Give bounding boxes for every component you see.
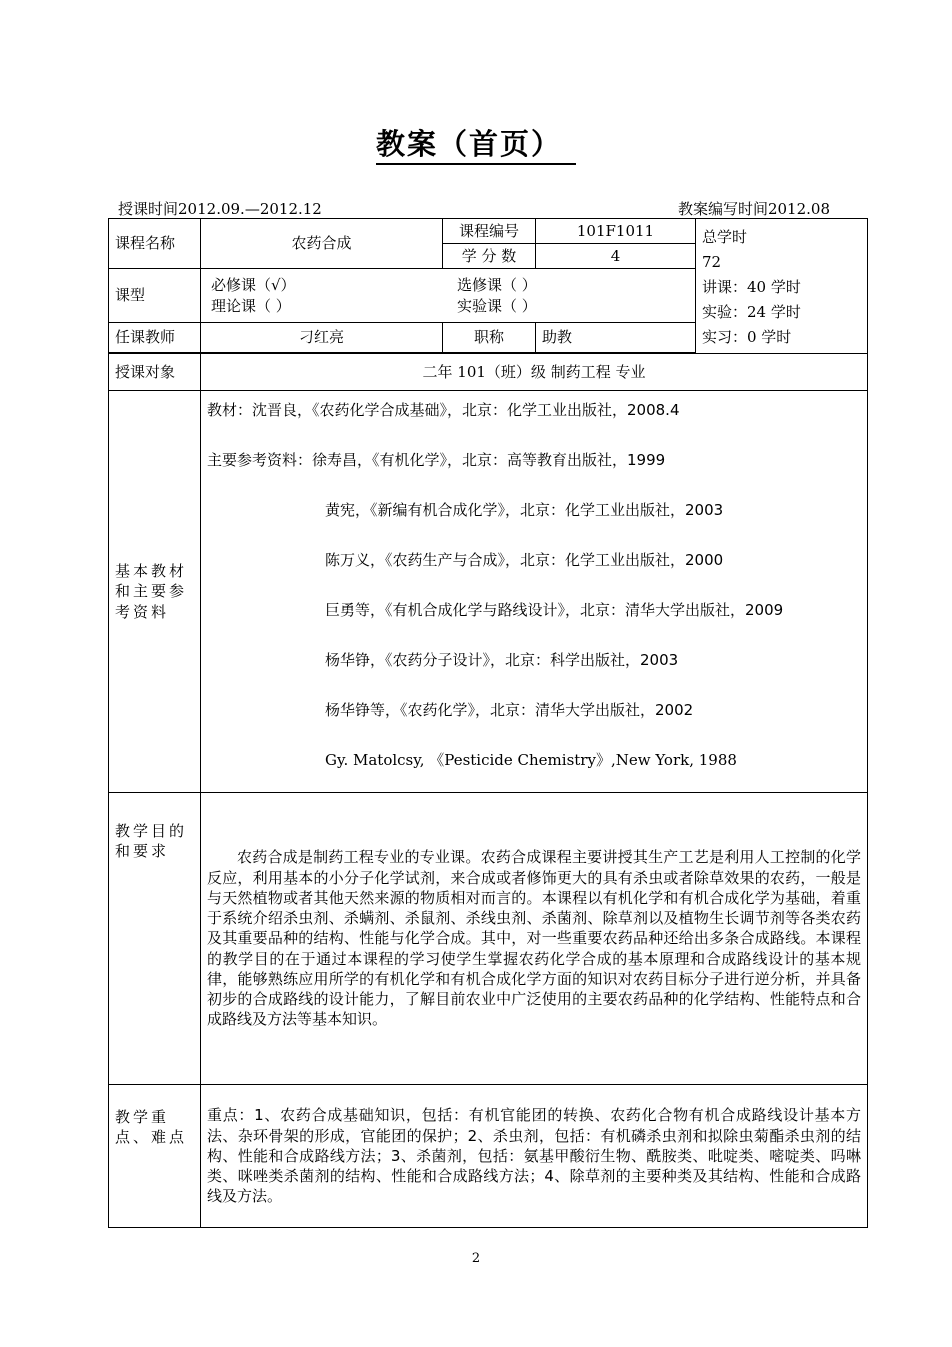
key-points-label: 教学重点、难点 [109,1085,201,1228]
write-time-label: 教案编写时间 [677,200,768,218]
course-type-label: 课型 [109,269,201,323]
hours-practice: 实习：0 学时 [702,328,792,346]
reference-item: Gy. Matolcsy, 《Pesticide Chemistry》,New York, 1988 [325,750,737,769]
audience-value: 二年 101（班）级 制药工程 专业 [201,354,868,391]
teacher-label: 任课教师 [109,323,201,353]
hours-label: 总学时 [702,228,748,246]
course-name-value: 农药合成 [201,219,443,269]
teacher-value: 刁红亮 [201,323,443,353]
course-type-options [201,269,696,323]
course-code-value: 101F1011 [536,219,696,244]
reference-item: 杨华铮，《农药分子设计》，北京：科学出版社，2003 [325,650,679,669]
audience-label: 授课对象 [109,354,201,391]
hours-lecture: 讲课：40 学时 [702,278,801,296]
rank-label: 职称 [443,323,536,353]
hours-cell [696,219,868,354]
course-code-label: 课程编号 [443,219,536,244]
type-elective: 选修课（ ） [457,276,537,295]
textbook-line: 教材：沈晋良，《农药化学合成基础》，北京：化学工业出版社，2008.4 [207,400,680,419]
reference-item: 黄宪，《新编有机合成化学》，北京：化学工业出版社，2003 [325,500,724,519]
teach-time-label: 授课时间 [118,200,179,218]
type-theory: 理论课（ ） [211,296,291,315]
credit-value: 4 [536,244,696,269]
write-time-value: 2012.08 [768,200,834,219]
reference-item: 陈万义，《农药生产与合成》，北京：化学工业出版社，2000 [325,550,724,569]
reference-item: 主要参考资料：徐寿昌，《有机化学》，北京：高等教育出版社，1999 [207,450,666,469]
type-experiment: 实验课（ ） [457,296,537,315]
lesson-plan-table [108,218,868,1228]
type-required: 必修课（√） [211,276,296,295]
hours-lab: 实验：24 学时 [702,303,801,321]
reference-item: 巨勇等，《有机合成化学与路线设计》，北京：清华大学出版社，2009 [325,600,784,619]
key-points-text: 重点：1、农药合成基础知识，包括：有机官能团的转换、农药化合物有机合成路线设计基本方法、杂环骨架的形成，官能团的保护；2、杀虫剂，包括：有机磷杀虫剂和拟除虫菊酯杀虫剂的结构、性能和合成路线方法；3、杀菌剂，包括：氨基甲酸衍生物、酰胺类、吡啶类、嘧啶类、吗啉类、咪唑类杀菌剂的结构、性能和合成路线方法；4、除草剂的主要种类及其结构、性能和合成路线及方法。 [201,1085,868,1228]
course-name-label: 课程名称 [109,219,201,269]
references-list [201,391,868,793]
objectives-text: 农药合成是制药工程专业的专业课。农药合成课程主要讲授其生产工艺是利用人工控制的化学反应，利用基本的小分子化学试剂，来合成或者修饰更大的具有杀虫或者除草效果的农药，一般是与天然植物或者其他天然来源的物质相对而言的。本课程以有机化学和有机合成化学为基础，着重于系统介绍杀虫剂、杀螨剂、杀鼠剂、杀线虫剂、杀菌剂、除草剂以及植物生长调节剂等各类农药及其重要品种的结构、性能与化学合成。其中，对一些重要农药品种还给出多条合成路线。本课程的教学目的在于通过本课程的学习使学生掌握农药化学合成的基本原理和合成路线设计的基本规律，能够熟练应用所学的有机化学和有机合成化学方面的知识对农药目标分子进行逆分析，并具备初步的合成路线的设计能力，了解目前农业中广泛使用的主要农药品种的化学结构、性能特点和合成路线及方法等基本知识。 [201,793,868,1085]
credit-label: 学 分 数 [443,244,536,269]
teach-time [118,198,326,219]
objectives-label: 教学目的和要求 [109,793,201,1085]
hours-total: 72 [702,253,722,271]
reference-item: 杨华铮等，《农药化学》，北京：清华大学出版社，2002 [325,700,694,719]
page-title: 教案（首页） [0,122,952,163]
write-time [678,198,834,219]
references-label: 基本教材和主要参考资料 [109,391,201,793]
rank-value: 助教 [536,323,696,353]
teach-time-value: 2012.09.—2012.12 [178,200,326,219]
page-number: 2 [471,1251,481,1266]
